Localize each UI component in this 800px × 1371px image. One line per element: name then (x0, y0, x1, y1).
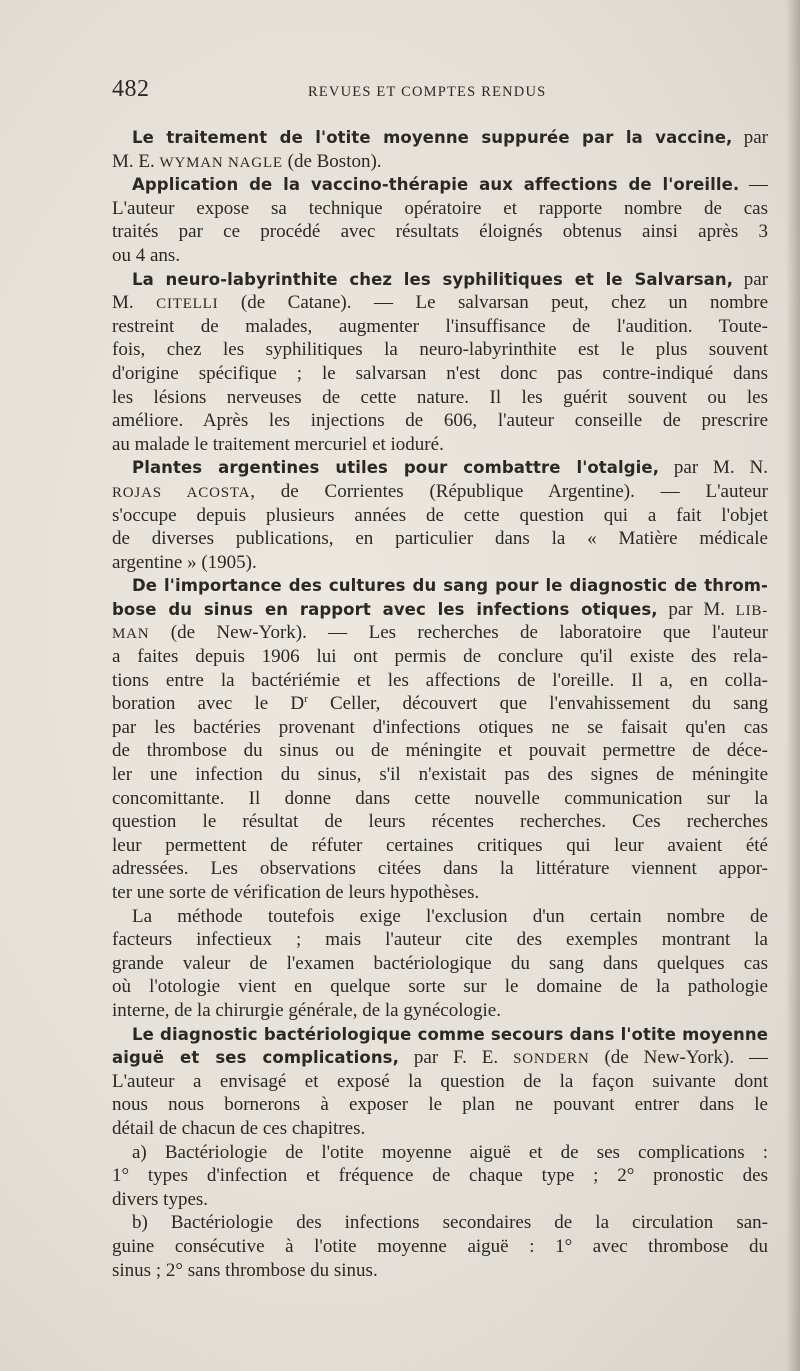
body-text: La méthode toutefois exige l'exclusion d'un certain nombre de (132, 905, 768, 927)
body-text: argentine » (1905). (112, 551, 257, 573)
article-title-text: bose du sinus en rapport avec les infections otiques, (112, 599, 658, 619)
body-text: L'auteur a envisagé et exposé la question de la façon suivante dont (112, 1070, 768, 1092)
text-line (112, 456, 768, 480)
body-text: s'occupe depuis plusieurs années de cette question qui a fait l'objet (112, 504, 768, 526)
body-text: restreint de malades, augmenter l'insuffisance de l'audition. Toute- (112, 315, 768, 337)
body-text: Celler, découvert que l'envahissement du sang (307, 693, 768, 715)
body-text: par (732, 127, 768, 148)
text-line (112, 952, 768, 976)
text-line (112, 173, 768, 197)
text-line (112, 362, 768, 386)
author-name-text: ROJAS ACOSTA (112, 484, 251, 501)
body-text: leur permettent de réfuter certaines critiques qui leur avaient été (112, 834, 768, 856)
text-line (112, 1211, 768, 1235)
body-text: sinus ; 2° sans thrombose du sinus. (112, 1259, 378, 1281)
text-line (112, 197, 768, 221)
text-line (112, 1023, 768, 1047)
page-edge-shadow (786, 0, 800, 1371)
body-text: boration avec le D (112, 693, 305, 715)
body-text: a faites depuis 1906 lui ont permis de conclure qu'il existe des rela- (112, 646, 768, 668)
text-line (112, 716, 768, 740)
body-text: (de New-York). — Les recherches de laboratoire que l'auteur (149, 622, 768, 644)
body-text: — (739, 174, 769, 196)
text-line (112, 621, 768, 645)
text-line (112, 905, 768, 929)
text-line (112, 928, 768, 952)
text-line (112, 574, 768, 598)
author-name-text: WYMAN NAGLE (159, 154, 283, 171)
text-line (112, 150, 768, 174)
body-text: par M. (657, 598, 736, 620)
body-text: grande valeur de l'examen bactériologique du sang dans quelques cas (112, 952, 768, 974)
text-line (112, 1117, 768, 1141)
text-line (112, 1235, 768, 1259)
body-text: M. E. (112, 150, 160, 172)
body-text: L'auteur expose sa technique opératoire et rapporte nombre de cas (112, 197, 768, 219)
text-line (112, 1070, 768, 1094)
text-line (112, 1141, 768, 1165)
text-line (112, 433, 768, 457)
page-number: 482 (112, 76, 150, 102)
text-line (112, 291, 768, 315)
text-line (112, 598, 768, 622)
text-line (112, 504, 768, 528)
text-line (112, 975, 768, 999)
text-line (112, 268, 768, 292)
body-text: au malade le traitement mercuriel et ioduré. (112, 433, 444, 455)
text-line (112, 1046, 768, 1070)
article-title-text: La neuro-labyrinthite chez les syphilitiques et le Salvarsan, (132, 269, 734, 289)
body-text: guine consécutive à l'otite moyenne aiguë : 1° avec thrombose du (112, 1235, 768, 1257)
body-text: question le résultat de leurs récentes recherches. Ces recherches (112, 811, 768, 833)
text-line (112, 645, 768, 669)
text-line (112, 881, 768, 905)
body-text: par M. N. (659, 457, 768, 479)
text-line (112, 1093, 768, 1117)
text-line (112, 787, 768, 811)
author-name-text: MAN (112, 626, 150, 643)
body-text: fois, chez les syphilitiques la neuro-labyrinthite est le plus souvent (112, 339, 768, 361)
body-text: détail de chacun de ces chapitres. (112, 1117, 366, 1139)
text-line (112, 669, 768, 693)
body-text: interne, de la chirurgie générale, de la gynécologie. (112, 999, 501, 1021)
body-text: (de Boston). (282, 150, 382, 172)
text-line (112, 810, 768, 834)
body-text: (de Catane). — Le salvarsan peut, chez un nombre (218, 292, 768, 314)
article-title-text: Application de la vaccino-thérapie aux affections de l'oreille. (132, 175, 740, 195)
author-name-text: LIB- (735, 602, 769, 619)
body-text: tions entre la bactériémie et les affections de l'oreille. Il a, en colla- (112, 669, 768, 691)
body-text: ou 4 ans. (112, 244, 181, 266)
text-line (112, 763, 768, 787)
body-text: adressées. Les observations citées dans la littérature viennent appor- (112, 858, 768, 880)
text-line (112, 1164, 768, 1188)
text-line (112, 1188, 768, 1212)
text-line (112, 834, 768, 858)
body-text: 1° types d'infection et fréquence de chaque type ; 2° pronostic des (112, 1165, 768, 1187)
article-title-text: Le diagnostic bactériologique comme secours dans l'otite moyenne (132, 1024, 768, 1044)
body-text: par les bactéries provenant d'infections otiques ne se faisait qu'en cas (112, 716, 768, 738)
running-head: REVUES ET COMPTES RENDUS (308, 84, 547, 100)
body-text: par (733, 268, 769, 290)
article-title-text: Le traitement de l'otite moyenne suppurée par la vaccine, (132, 128, 733, 147)
article-title-text: Plantes argentines utiles pour combattre l'otalgie, (132, 458, 660, 478)
body-text: nous nous bornerons à exposer le plan ne pouvant entrer dans le (112, 1094, 768, 1116)
text-line (112, 126, 768, 150)
body-text: , de Corrientes (République Argentine). — L'auteur (250, 480, 768, 502)
body-text: a) Bactériologie de l'otite moyenne aiguë et de ses complications : (132, 1141, 768, 1163)
text-line (112, 409, 768, 433)
text-line (112, 692, 768, 716)
body-text: par F. E. (398, 1047, 514, 1069)
body-text: de diverses publications, en particulier dans la « Matière médicale (112, 528, 768, 550)
author-name-text: CITELLI (156, 296, 219, 313)
text-line (112, 551, 768, 575)
superscript-text: r (304, 693, 308, 706)
body-text: facteurs infectieux ; mais l'auteur cite des exemples montrant la (112, 929, 768, 951)
text-line (112, 244, 768, 268)
body-text: où l'otologie vient en quelque sorte sur le domaine de la pathologie (112, 976, 768, 998)
body-text: traités par ce procédé avec résultats éloignés obtenus ainsi après 3 (112, 221, 768, 243)
text-line (112, 386, 768, 410)
text-line (112, 480, 768, 504)
text-line (112, 527, 768, 551)
body-text: divers types. (112, 1188, 209, 1210)
body-text: d'origine spécifique ; le salvarsan n'est donc pas contre-indiqué dans (112, 362, 768, 384)
text-line (112, 999, 768, 1023)
body-text: améliore. Après les injections de 606, l'auteur conseille de prescrire (112, 410, 768, 432)
body-text: b) Bactériologie des infections secondaires de la circulation san- (132, 1212, 768, 1234)
body-text: (de New-York). — (589, 1047, 768, 1069)
text-line (112, 857, 768, 881)
body-text: M. (112, 292, 157, 314)
text-line (112, 315, 768, 339)
article-title-text: aiguë et ses complications, (112, 1048, 399, 1068)
body-text: ler une infection du sinus, s'il n'existait pas des signes de méningite (112, 764, 768, 786)
text-line (112, 739, 768, 763)
article-body (112, 126, 768, 1282)
page-header (112, 76, 772, 110)
author-name-text: SONDERN (513, 1051, 590, 1068)
body-text: ter une sorte de vérification de leurs hypothèses. (112, 882, 480, 903)
article-title-text: De l'importance des cultures du sang pour le diagnostic de throm- (132, 576, 768, 596)
text-line (112, 1259, 768, 1283)
body-text: concomittante. Il donne dans cette nouvelle communication sur la (112, 787, 768, 809)
text-line (112, 338, 768, 362)
body-text: de thrombose du sinus ou de méningite et pouvait permettre de déce- (112, 740, 768, 762)
body-text: les lésions nerveuses de cette nature. Il les guérit souvent ou les (112, 386, 768, 408)
text-line (112, 220, 768, 244)
